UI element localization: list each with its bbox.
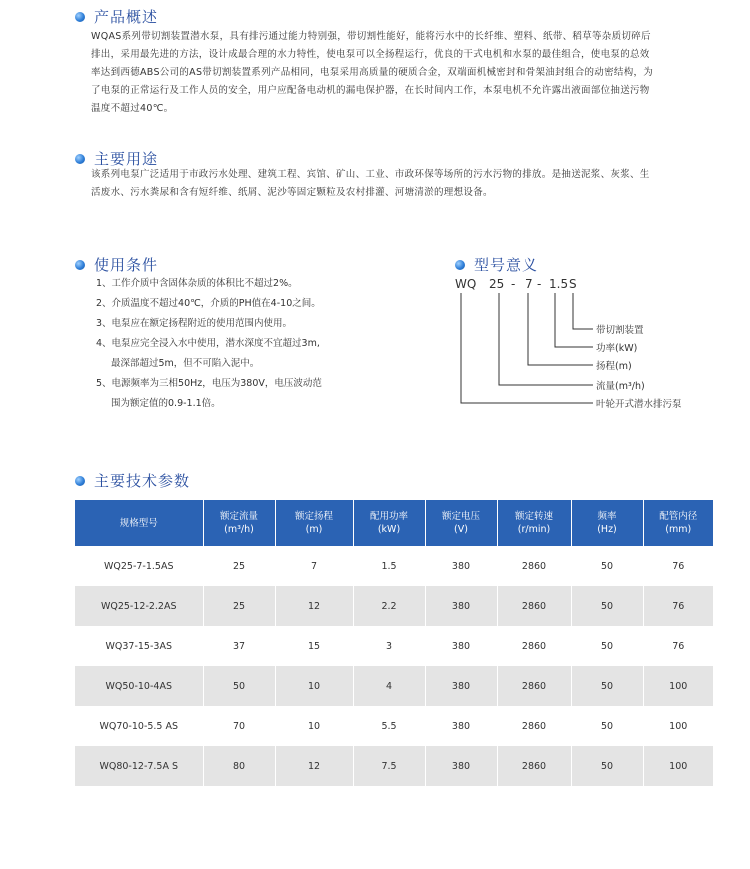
header-name: 频率 xyxy=(597,511,617,522)
table-cell: 12 xyxy=(275,746,353,786)
column-header xyxy=(353,500,425,546)
table-cell: 50 xyxy=(571,666,643,706)
table-cell: 50 xyxy=(571,706,643,746)
usage-line: 该系列电泵广泛适用于市政污水处理、建筑工程、宾馆、矿山、工业、市政环保等场所的污水污物的排放。是抽送泥浆、灰浆、生 xyxy=(91,169,650,180)
bullet-icon xyxy=(75,12,85,22)
model-label: 扬程(m) xyxy=(596,361,632,372)
table-cell: 37 xyxy=(203,626,275,666)
table-cell: 380 xyxy=(425,626,497,666)
table-cell: WQ50-10-4AS xyxy=(75,666,203,706)
table-cell: 12 xyxy=(275,586,353,626)
table-cell: 100 xyxy=(643,706,713,746)
condition-item: 2、介质温度不超过40℃，介质的PH值在4-10之间。 xyxy=(96,298,321,309)
table-cell: 5.5 xyxy=(353,706,425,746)
model-label: 带切割装置 xyxy=(596,325,644,336)
params-table-wrap xyxy=(75,500,713,786)
params-table xyxy=(75,500,713,786)
model-code-part: 25 xyxy=(489,277,505,291)
header-name: 额定电压 xyxy=(441,511,480,522)
table-cell: 2.2 xyxy=(353,586,425,626)
model-label: 流量(m³/h) xyxy=(596,381,645,392)
overview-line: 温度不超过40℃。 xyxy=(91,103,174,114)
table-cell: 380 xyxy=(425,666,497,706)
condition-item: 1、工作介质中含固体杂质的体积比不超过2%。 xyxy=(96,278,298,289)
model-code-part: WQ xyxy=(455,277,477,291)
column-header xyxy=(497,500,571,546)
table-cell: 10 xyxy=(275,706,353,746)
table-cell: 100 xyxy=(643,666,713,706)
header-unit: (kW) xyxy=(377,524,401,535)
table-cell: 50 xyxy=(203,666,275,706)
overview-title: 产品概述 xyxy=(94,8,159,26)
table-cell: 2860 xyxy=(497,746,571,786)
table-row xyxy=(75,546,713,586)
condition-item-continued: 最深部超过5m，但不可陷入泥中。 xyxy=(111,358,260,369)
condition-item: 3、电泵应在额定扬程附近的使用范围内使用。 xyxy=(96,318,293,329)
header-unit: (Hz) xyxy=(597,524,617,535)
condition-item: 4、电泵应完全浸入水中使用，潜水深度不宜超过3m, xyxy=(96,338,320,349)
model-title: 型号意义 xyxy=(474,256,539,274)
model-code-part: - xyxy=(511,277,516,291)
model-code-part: 7 xyxy=(525,277,533,291)
table-cell: 7.5 xyxy=(353,746,425,786)
header-name: 配管内径 xyxy=(659,511,698,522)
header-name: 配用功率 xyxy=(369,511,408,522)
model-code-part: - xyxy=(537,277,542,291)
column-header xyxy=(425,500,497,546)
overview-line: 率达到西德ABS公司的AS带切割装置系列产品相同，电泵采用高质量的硬质合金，双端面机械密封和骨架油封组合的动密结构，为 xyxy=(91,67,654,78)
table-cell: 2860 xyxy=(497,626,571,666)
conditions-heading xyxy=(75,254,158,275)
table-cell: 2860 xyxy=(497,586,571,626)
bullet-icon xyxy=(75,260,85,270)
header-unit: (V) xyxy=(454,524,468,535)
table-cell: WQ70-10-5.5 AS xyxy=(75,706,203,746)
table-cell: 2860 xyxy=(497,546,571,586)
table-cell: WQ25-7-1.5AS xyxy=(75,546,203,586)
table-cell: 50 xyxy=(571,746,643,786)
table-cell: 380 xyxy=(425,706,497,746)
table-row xyxy=(75,666,713,706)
connector-line xyxy=(573,293,593,329)
header-name: 规格型号 xyxy=(119,517,158,529)
header-unit: (r/min) xyxy=(517,524,551,535)
table-cell: 25 xyxy=(203,546,275,586)
header-name: 额定流量 xyxy=(219,511,258,522)
column-header xyxy=(75,500,203,546)
table-cell: 50 xyxy=(571,626,643,666)
table-cell: 76 xyxy=(643,546,713,586)
bullet-icon xyxy=(75,154,85,164)
model-connector-lines xyxy=(455,255,715,415)
table-cell: 100 xyxy=(643,746,713,786)
model-label: 功率(kW) xyxy=(596,343,638,354)
header-unit: (mm) xyxy=(665,524,692,535)
usage-title: 主要用途 xyxy=(94,150,159,168)
conditions-title: 使用条件 xyxy=(94,256,159,274)
condition-item: 5、电源频率为三相50Hz，电压为380V，电压波动范 xyxy=(96,378,322,389)
table-cell: 1.5 xyxy=(353,546,425,586)
model-code-part: S xyxy=(569,277,577,291)
column-header xyxy=(275,500,353,546)
condition-item-continued: 围为额定值的0.9-1.1倍。 xyxy=(111,398,221,409)
connector-line xyxy=(499,293,593,385)
params-heading xyxy=(75,470,190,491)
header-unit: (m³/h) xyxy=(224,524,254,535)
table-cell: WQ37-15-3AS xyxy=(75,626,203,666)
table-cell: 380 xyxy=(425,746,497,786)
table-header-row xyxy=(75,500,713,546)
table-cell: 76 xyxy=(643,626,713,666)
table-row xyxy=(75,746,713,786)
table-row xyxy=(75,586,713,626)
table-cell: WQ25-12-2.2AS xyxy=(75,586,203,626)
table-cell: 380 xyxy=(425,546,497,586)
column-header xyxy=(643,500,713,546)
table-cell: 50 xyxy=(571,546,643,586)
table-cell: 10 xyxy=(275,666,353,706)
connector-line xyxy=(555,293,593,347)
params-title: 主要技术参数 xyxy=(94,472,191,490)
table-cell: 50 xyxy=(571,586,643,626)
model-code-part: 1.5 xyxy=(549,277,569,291)
table-cell: 380 xyxy=(425,586,497,626)
usage-paragraph xyxy=(91,166,650,202)
table-cell: 2860 xyxy=(497,666,571,706)
column-header xyxy=(571,500,643,546)
usage-line: 活废水、污水粪尿和含有短纤维、纸屑、泥沙等固定颗粒及农村排灌、河塘清淤的理想设备。 xyxy=(91,187,493,198)
overview-line: 了电泵的正常运行及工作人员的安全，用户应配备电动机的漏电保护器，在长时间内工作，本泵电机不允许露出液面部位抽送污物 xyxy=(91,85,650,96)
table-row xyxy=(75,626,713,666)
table-cell: 80 xyxy=(203,746,275,786)
model-diagram xyxy=(455,255,715,415)
overview-line: WQAS系列带切割装置潜水泵，具有排污通过能力特别强，带切割性能好，能将污水中的长纤维、塑料、纸带、稻草等杂质切碎后 xyxy=(91,31,651,42)
overview-heading xyxy=(75,6,158,27)
table-cell: 7 xyxy=(275,546,353,586)
column-header xyxy=(203,500,275,546)
table-cell: 2860 xyxy=(497,706,571,746)
table-row xyxy=(75,706,713,746)
header-name: 额定扬程 xyxy=(294,511,333,522)
table-cell: 3 xyxy=(353,626,425,666)
overview-paragraph xyxy=(91,28,653,118)
table-cell: WQ80-12-7.5A S xyxy=(75,746,203,786)
table-cell: 25 xyxy=(203,586,275,626)
table-cell: 15 xyxy=(275,626,353,666)
table-cell: 4 xyxy=(353,666,425,706)
header-name: 额定转速 xyxy=(514,511,553,522)
header-unit: (m) xyxy=(305,524,323,535)
table-cell: 70 xyxy=(203,706,275,746)
table-cell: 76 xyxy=(643,586,713,626)
overview-line: 排出，采用最先进的方法，设计成最合理的水力特性，使电泵可以全扬程运行，优良的干式电机和水泵的最佳组合，使电泵的总效 xyxy=(91,49,650,60)
model-label: 叶轮开式潜水排污泵 xyxy=(596,399,682,410)
bullet-icon xyxy=(75,476,85,486)
